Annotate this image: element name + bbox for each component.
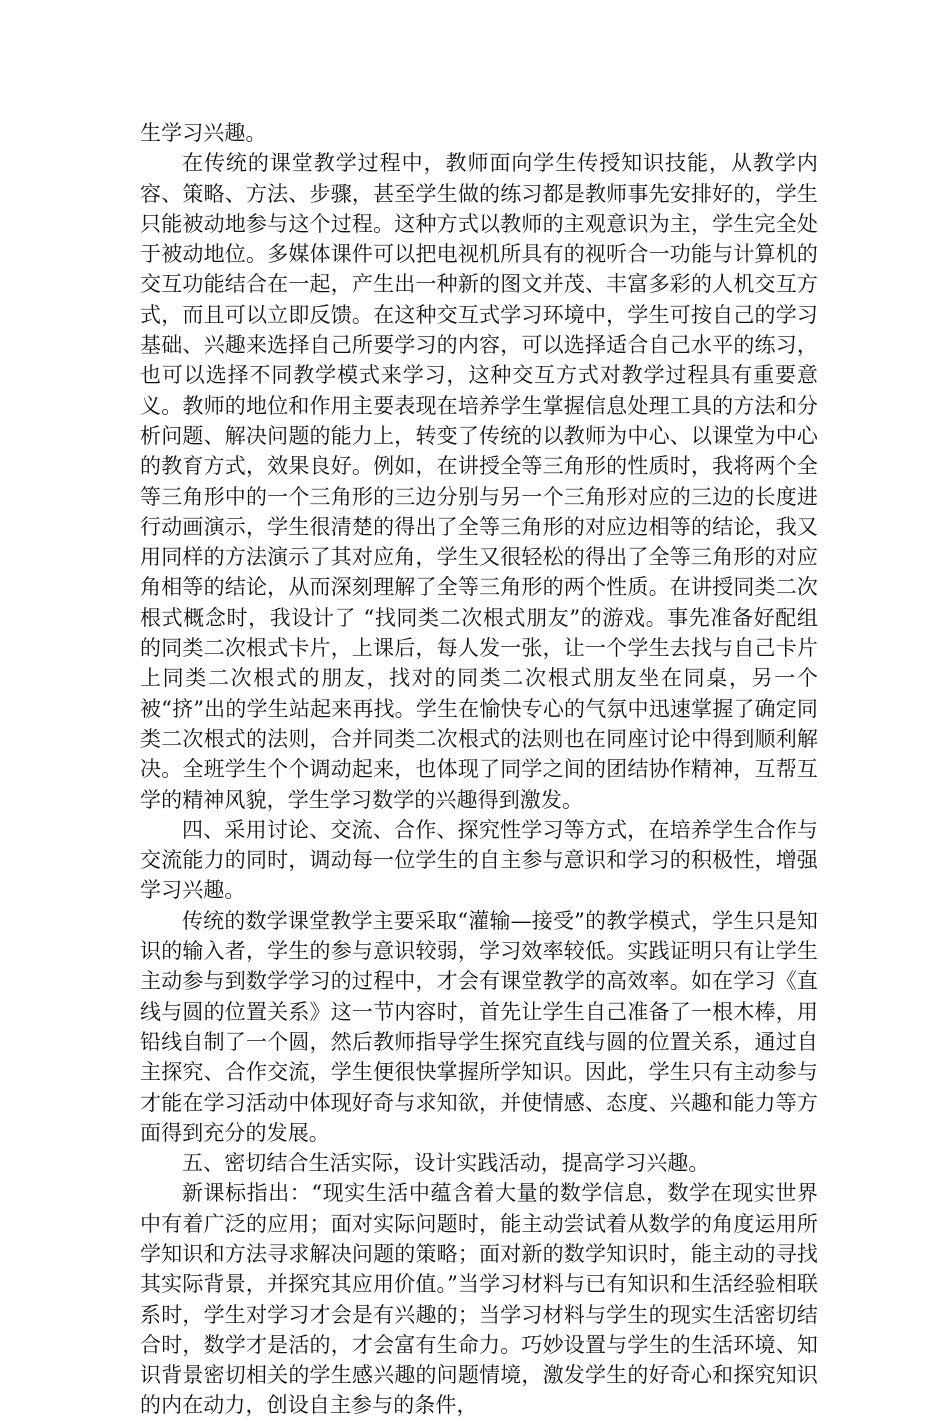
paragraph-real-life: 新课标指出：“现实生活中蕴含着大量的数学信息，数学在现实世界中有着广泛的应用；面对实际问题时，能主动尝试着从数学的角度运用所学知识和方法寻求解决问题的策略；面对新的数学知识时，能主动的寻找其实际背景，并探究其应用价值。”当学习材料与已有知识和生活经验相联系时，学生对学习才会是有兴趣的；当学习材料与学生的现实生活密切结合时，数学才是活的，才会富有生命力。巧妙设置与学生的生活环境、知识背景密切相关的学生感兴趣的问题情境，激发学生的好奇心和探究知识的内在动力，创设自主参与的条件，	[140, 1181, 818, 1418]
section-heading-five: 五、密切结合生活实际，设计实践活动，提高学习兴趣。	[182, 1151, 710, 1176]
section-heading-four: 四、采用讨论、交流、合作、探究性学习等方式，在培养学生合作与交流能力的同时，调动每一位学生的自主参与意识和学习的积极性，增强学习兴趣。	[140, 817, 818, 903]
paragraph-continuation: 生学习兴趣。	[140, 121, 267, 145]
paragraph-active-participation: 传统的数学课堂教学主要采取“灌输—接受”的教学模式，学生只是知识的输入者，学生的参与意识较弱，学习效率较低。实践证明只有让学生主动参与到数学学习的过程中，才会有课堂教学的高效率。如在学习《直线与圆的位置关系》这一节内容时，首先让学生自己准备了一根木棒，用铅线自制了一个圆，然后教师指导学生探究直线与圆的位置关系，通过自主探究、合作交流，学生便很快掌握所学知识。因此，学生只有主动参与才能在学习活动中体现好奇与求知欲，并使情感、态度、兴趣和能力等方面得到充分的发展。	[140, 908, 818, 1145]
paragraph-multimedia-interaction: 在传统的课堂教学过程中，教师面向学生传授知识技能，从教学内容、策略、方法、步骤，甚至学生做的练习都是教师事先安排好的，学生只能被动地参与这个过程。这种方式以教师的主观意识为主，学生完全处于被动地位。多媒体课件可以把电视机所具有的视听合一功能与计算机的交互功能结合在一起，产生出一种新的图文并茂、丰富多彩的人机交互方式，而且可以立即反馈。在这种交互式学习环境中，学生可按自己的学习基础、兴趣来选择自己所要学习的内容，可以选择适合自己水平的练习，也可以选择不同教学模式来学习，这种交互方式对教学过程具有重要意义。教师的地位和作用主要表现在培养学生掌握信息处理工具的方法和分析问题、解决问题的能力上，转变了传统的以教师为中心、以课堂为中心的教育方式，效果良好。例如，在讲授全等三角形的性质时，我将两个全等三角形中的一个三角形的三边分别与另一个三角形对应的三边的长度进行动画演示，学生很清楚的得出了全等三角形的对应边相等的结论，我又用同样的方法演示了其对应角，学生又很轻松的得出了全等三角形的对应角相等的结论，从而深刻理解了全等三角形的两个性质。在讲授同类二次根式概念时，我设计了 “找同类二次根式朋友”的游戏。事先准备好配组的同类二次根式卡片，上课后，每人发一张，让一个学生去找与自己卡片上同类二次根式的朋友，找对的同类二次根式朋友坐在同桌，另一个被“挤”出的学生站起来再找。学生在愉快专心的气氛中迅速掌握了确定同类二次根式的法则，合并同类二次根式的法则也在同座讨论中得到顺利解决。全班学生个个调动起来，也体现了同学之间的团结协作精神，互帮互学的精神风貌，学生学习数学的兴趣得到激发。	[140, 151, 818, 812]
document-body	[140, 118, 818, 1421]
